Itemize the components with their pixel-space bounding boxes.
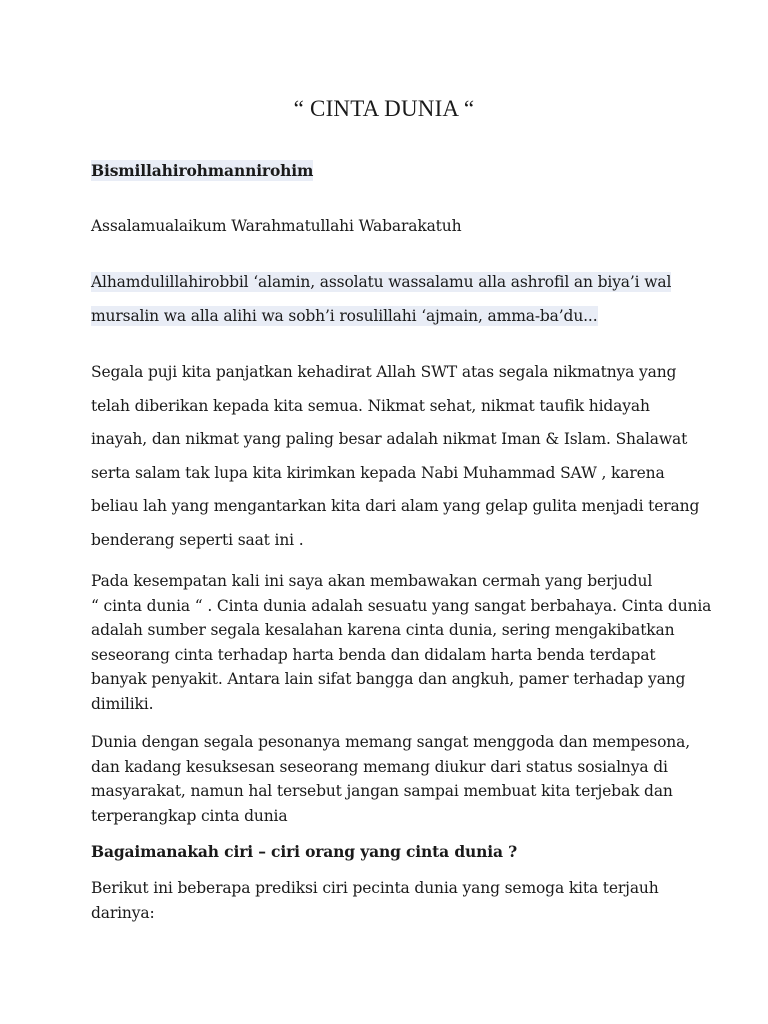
paragraph-line: Berikut ini beberapa prediksi ciri pecinta dunia yang semoga kita terjauh xyxy=(91,879,659,897)
paragraph-line: inayah, dan nikmat yang paling besar adalah nikmat Iman & Islam. Shalawat xyxy=(91,430,688,448)
paragraph-topic xyxy=(91,569,711,716)
paragraph-praise xyxy=(91,356,699,557)
paragraph-line: dan kadang kesuksesan seseorang memang diukur dari status sosialnya di xyxy=(91,757,668,776)
paragraph-line: masyarakat, namun hal tersebut jangan sampai membuat kita terjebak dan xyxy=(91,782,673,800)
opening-line-text: Alhamdulillahirobbil ‘alamin, assolatu wassalamu alla ashrofil an biya’i wal xyxy=(91,273,672,291)
document-title: “ CINTA DUNIA “ xyxy=(293,96,475,121)
paragraph-line: “ cinta dunia “ . Cinta dunia adalah sesuatu yang sangat berbahaya. Cinta dunia xyxy=(91,596,712,615)
paragraph-traits-intro xyxy=(91,876,659,925)
paragraph-line: Segala puji kita panjatkan kehadirat Allah SWT atas segala nikmatnya yang xyxy=(91,363,677,381)
paragraph-line: darinya: xyxy=(91,903,155,922)
paragraph-line: dimiliki. xyxy=(91,694,154,713)
paragraph-line: Dunia dengan segala pesonanya memang sangat menggoda dan mempesona, xyxy=(91,733,690,751)
opening-line xyxy=(91,300,671,334)
paragraph-line: beliau lah yang mengantarkan kita dari alam yang gelap gulita menjadi terang xyxy=(91,497,700,515)
paragraph-line: seseorang cinta terhadap harta benda dan didalam harta benda terdapat xyxy=(91,645,656,664)
paragraph-line: telah diberikan kepada kita semua. Nikmat sehat, nikmat taufik hidayah xyxy=(91,396,650,415)
paragraph-line: adalah sumber segala kesalahan karena cinta dunia, sering mengakibatkan xyxy=(91,621,675,639)
paragraph-line: benderang seperti saat ini . xyxy=(91,530,304,549)
paragraph-line: Pada kesempatan kali ini saya akan membawakan cermah yang berjudul xyxy=(91,572,653,590)
paragraph-line: terperangkap cinta dunia xyxy=(91,806,288,825)
opening-line-text: mursalin wa alla alihi wa sobh’i rosulillahi ‘ajmain, amma-ba’du... xyxy=(91,306,598,325)
bismillah-line xyxy=(91,161,313,180)
question-heading: Bagaimanakah ciri – ciri orang yang cinta dunia ? xyxy=(91,842,518,861)
paragraph-line: serta salam tak lupa kita kirimkan kepada Nabi Muhammad SAW , karena xyxy=(91,463,665,482)
salam-line: Assalamualaikum Warahmatullahi Wabarakatuh xyxy=(91,217,462,235)
paragraph-line: banyak penyakit. Antara lain sifat bangga dan angkuh, pamer terhadap yang xyxy=(91,670,686,688)
paragraph-temptation xyxy=(91,730,690,828)
opening-line xyxy=(91,266,671,300)
bismillah-text: Bismillahirohmannirohim xyxy=(91,161,314,180)
opening-paragraph xyxy=(91,266,671,333)
